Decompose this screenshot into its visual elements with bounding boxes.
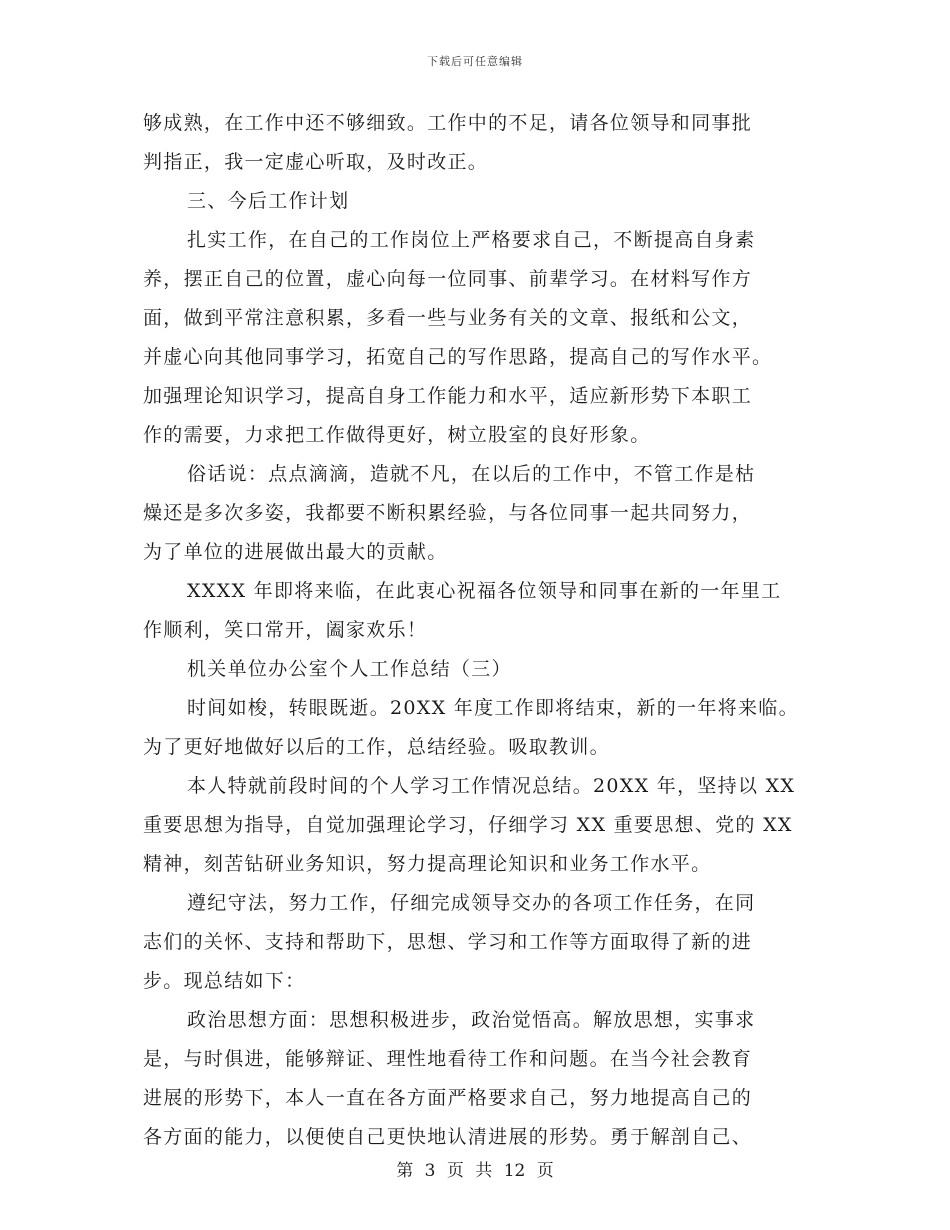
text-line: 作的需要，力求把工作做得更好，树立股室的良好形象。 — [143, 424, 651, 446]
text-line: 养，摆正自己的位置，虚心向每一位同事、前辈学习。在材料写作方 — [143, 268, 753, 290]
text-line: 够成熟，在工作中还不够细致。工作中的不足，请各位领导和同事批 — [143, 112, 753, 134]
text-line: 为了更好地做好以后的工作，总结经验。吸取教训。 — [143, 736, 610, 758]
text-line: 面，做到平常注意积累，多看一些与业务有关的文章、报纸和公文， — [143, 307, 753, 329]
text-line: 进展的形势下，本人一直在各方面严格要求自己，努力地提高自己的 — [143, 1087, 753, 1109]
text-line: 重要思想为指导，自觉加强理论学习，仔细学习 XX 重要思想、党的 XX — [143, 814, 793, 836]
text-line: 作顺利，笑口常开，阖家欢乐！ — [143, 619, 428, 641]
document-body — [143, 104, 823, 1157]
text-line: 遵纪守法，努力工作，仔细完成领导交办的各项工作任务，在同 — [187, 892, 756, 914]
text-line: 本人特就前段时间的个人学习工作情况总结。20XX 年，坚持以 XX — [187, 775, 796, 797]
text-line: 是，与时俱进，能够辩证、理性地看待工作和问题。在当今社会教育 — [143, 1048, 753, 1070]
text-line: 三、今后工作计划 — [187, 190, 350, 212]
text-line: 时间如梭，转眼既逝。20XX 年度工作即将结束，新的一年将来临。 — [187, 697, 799, 719]
text-line: XXXX 年即将来临，在此衷心祝福各位领导和同事在新的一年里工 — [187, 580, 782, 602]
text-line: 精神，刻苦钻研业务知识，努力提高理论知识和业务工作水平。 — [143, 853, 712, 875]
text-line: 并虚心向其他同事学习，拓宽自己的写作思路，提高自己的写作水平。 — [143, 346, 773, 368]
page-footer: 第 3 页 共 12 页 — [396, 1161, 554, 1181]
text-line: 机关单位办公室个人工作总结（三） — [187, 658, 512, 680]
text-line: 政治思想方面：思想积极进步，政治觉悟高。解放思想，实事求 — [187, 1009, 756, 1031]
page-header: 下载后可任意编辑 — [427, 55, 523, 68]
text-line: 步。现总结如下： — [143, 970, 306, 992]
text-line: 为了单位的进展做出最大的贡献。 — [143, 541, 448, 563]
text-line: 俗话说：点点滴滴，造就不凡，在以后的工作中，不管工作是枯 — [187, 463, 756, 485]
text-line: 燥还是多次多姿，我都要不断积累经验，与各位同事一起共同努力， — [143, 502, 753, 524]
text-line: 志们的关怀、支持和帮助下，思想、学习和工作等方面取得了新的进 — [143, 931, 753, 953]
text-line: 扎实工作，在自己的工作岗位上严格要求自己，不断提高自身素 — [187, 229, 756, 251]
text-line: 加强理论知识学习，提高自身工作能力和水平，适应新形势下本职工 — [143, 385, 753, 407]
text-line: 判指正，我一定虚心听取，及时改正。 — [143, 151, 489, 173]
text-line: 各方面的能力，以便使自己更快地认清进展的形势。勇于解剖自己、 — [143, 1126, 753, 1148]
